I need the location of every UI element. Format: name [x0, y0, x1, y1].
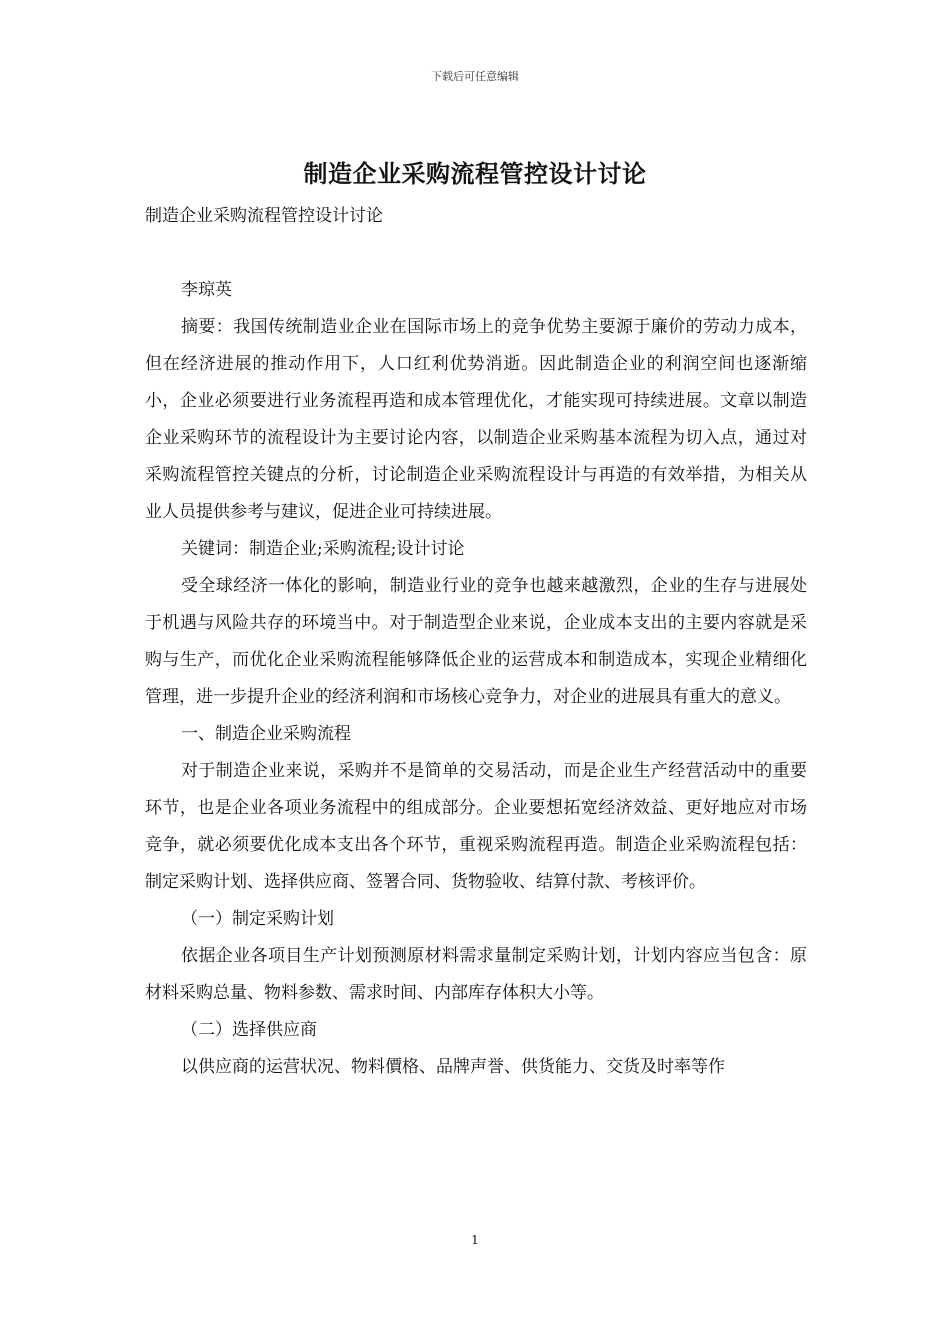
section-heading: 一、制造企业采购流程 [181, 724, 351, 744]
blank-line [145, 235, 807, 272]
page-number: 1 [471, 1233, 479, 1247]
intro-paragraph: 受全球经济一体化的影响，制造业行业的竞争也越来越激烈，企业的生存与进展处于机遇与风险共存的环境当中。对于制造型企业来说，企业成本支出的主要内容就是采购与生产，而优化企业采购流程能够降低企业的运营成本和制造成本，实现企业精细化管理，进一步提升企业的经济利润和市场核心竞争力，对企业的进展具有重大的意义。 [145, 576, 807, 707]
subsection-paragraph: 以供应商的运营状况、物料價格、品牌声誉、供货能力、交货及时率等作 [181, 1057, 725, 1077]
document-title: 制造企业采购流程管控设计讨论 [303, 159, 647, 188]
abstract-paragraph: 摘要：我国传统制造业企业在国际市场上的竞争优势主要源于廉价的劳动力成本，但在经济进展的推动作用下，人口红利优势消逝。因此制造企业的利润空间也逐渐缩小，企业必须要进行业务流程再造和成本管理优化，才能实现可持续进展。文章以制造企业采购环节的流程设计为主要讨论内容，以制造企业采购基本流程为切入点，通过对采购流程管控关键点的分析，讨论制造企业采购流程设计与再造的有效举措，为相关从业人员提供参考与建议，促进企业可持续进展。 [145, 317, 807, 522]
subsection-heading: （二）选择供应商 [181, 1020, 317, 1040]
subsection-paragraph: 依据企业各项目生产计划预测原材料需求量制定采购计划，计划内容应当包含：原材料采购总量、物料参数、需求时间、内部库存体积大小等。 [145, 946, 807, 1003]
author-name: 李琼英 [181, 280, 232, 300]
document-subtitle: 制造企业采购流程管控设计讨论 [145, 206, 383, 226]
section-paragraph: 对于制造企业来说，采购并不是简单的交易活动，而是企业生产经营活动中的重要环节，也是企业各项业务流程中的组成部分。企业要想拓宽经济效益、更好地应对市场竞争，就必须要优化成本支出各个环节，重视采购流程再造。制造企业采购流程包括：制定采购计划、选择供应商、签署合同、货物验收、结算付款、考核评价。 [145, 761, 807, 892]
document-body [145, 198, 807, 1086]
keywords-line: 关键词：制造企业;采购流程;设计讨论 [181, 539, 465, 559]
subsection-heading: （一）制定采购计划 [181, 909, 334, 929]
page-header-note: 下载后可任意编辑 [431, 70, 519, 83]
